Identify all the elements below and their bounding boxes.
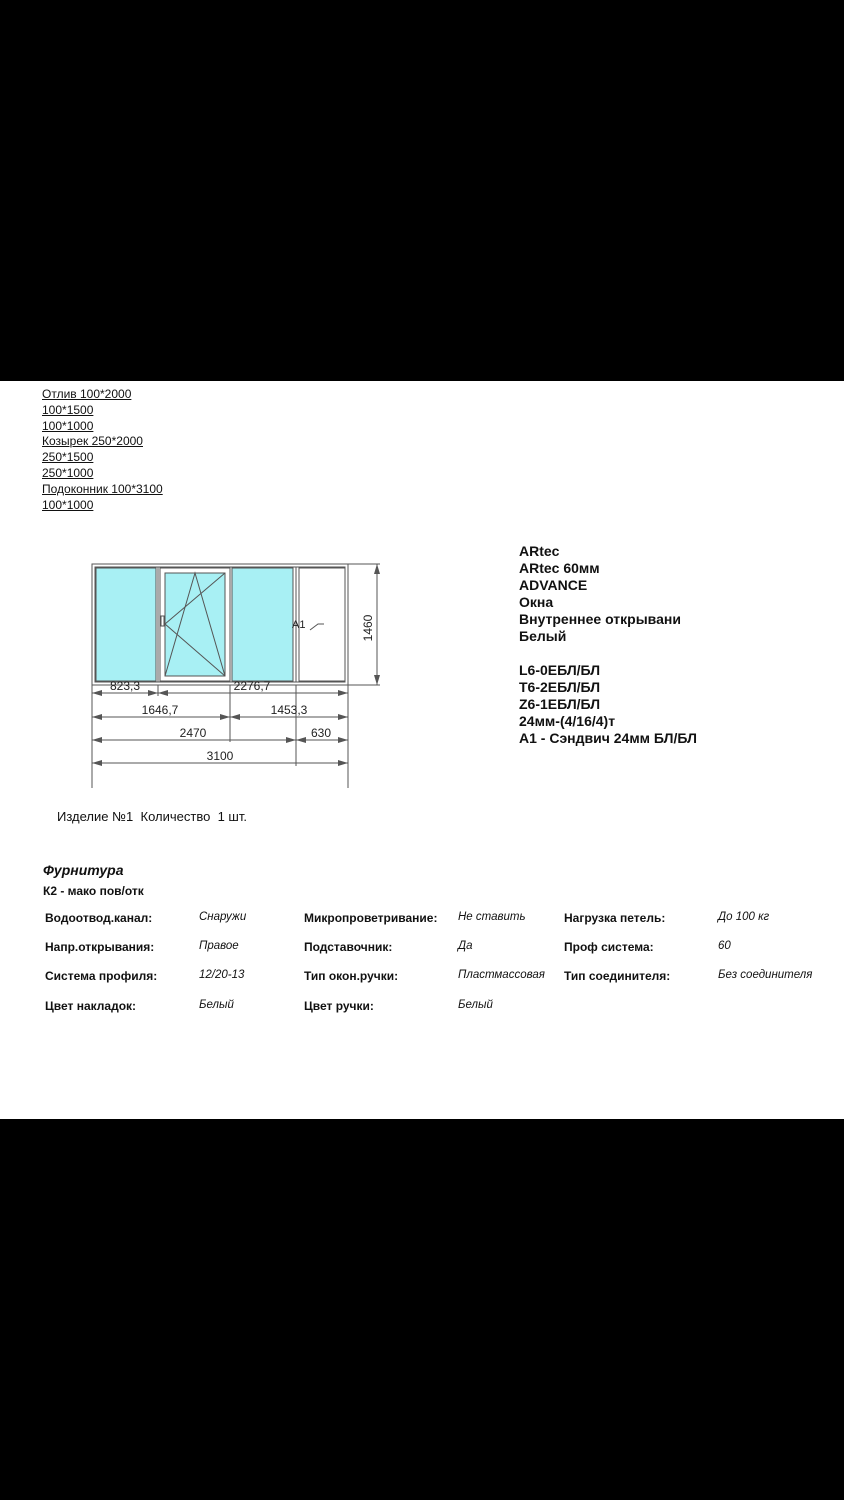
product-spec <box>519 543 697 747</box>
dim-label: 2276,7 <box>233 679 271 693</box>
product-quantity-line <box>57 809 247 824</box>
product-label: Изделие №1 <box>57 809 134 824</box>
panel-label: A1 <box>292 619 306 631</box>
dim-arrow <box>374 675 380 685</box>
prop-label: Водоотвод.канал: <box>45 911 153 925</box>
prop-label: Тип окон.ручки: <box>304 969 399 983</box>
prop-value: Снаружи <box>199 911 247 923</box>
prop-label: Цвет ручки: <box>304 999 374 1013</box>
glass-panel-sash <box>165 573 225 676</box>
spec-line: A1 - Сэндвич 24мм БЛ/БЛ <box>519 730 697 746</box>
dim-arrow <box>220 714 230 720</box>
dim-arrow <box>338 714 348 720</box>
spec-line: 24мм-(4/16/4)т <box>519 713 616 729</box>
glass-panel-center <box>232 568 293 681</box>
accessory-item: 250*1500 <box>42 450 94 465</box>
hardware-subtitle: К2 - мако пов/отк <box>43 884 144 898</box>
dim-label: 1646,7 <box>141 703 179 717</box>
prop-value: Не ставить <box>458 911 526 923</box>
dim-arrow <box>230 714 240 720</box>
dim-arrow <box>338 760 348 766</box>
prop-value: Белый <box>199 999 234 1011</box>
quantity-label: Количество <box>140 809 211 824</box>
spec-line: L6-0ЕБЛ/БЛ <box>519 662 601 678</box>
hardware-title: Фурнитура <box>43 862 124 878</box>
dim-arrow <box>286 737 296 743</box>
spec-line: T6-2ЕБЛ/БЛ <box>519 679 601 695</box>
prop-label: Система профиля: <box>45 969 158 983</box>
dim-label-total: 3100 <box>206 749 234 763</box>
dim-label: 2470 <box>179 726 207 740</box>
glass-panel-left <box>96 568 156 681</box>
document-sheet <box>0 381 844 1119</box>
dim-arrow <box>338 690 348 696</box>
prop-label: Напр.открывания: <box>45 940 155 954</box>
prop-value: Правое <box>199 940 239 952</box>
prop-value: Белый <box>458 999 493 1011</box>
spec-line: ARtec 60мм <box>519 560 600 576</box>
prop-label: Микропроветривание: <box>304 911 438 925</box>
spec-line: Окна <box>519 594 554 610</box>
prop-value: Без соединителя <box>718 969 813 981</box>
accessory-item: 250*1000 <box>42 465 94 480</box>
prop-label: Тип соединителя: <box>564 969 671 983</box>
prop-value: До 100 кг <box>718 911 770 923</box>
quantity-value: 1 шт. <box>217 809 247 824</box>
accessory-item: Подоконник 100*3100 <box>42 481 163 496</box>
accessory-item: Козырек 250*2000 <box>42 434 143 449</box>
prop-value: 60 <box>718 940 731 952</box>
accessory-item: Отлив 100*2000 <box>42 387 132 401</box>
dim-arrow <box>92 737 102 743</box>
prop-value: Пластмассовая <box>458 969 545 981</box>
accessory-item: 100*1500 <box>42 402 94 417</box>
dim-arrow <box>338 737 348 743</box>
dim-arrow <box>92 714 102 720</box>
prop-value: Да <box>458 940 473 952</box>
spec-line: ARtec <box>519 543 560 559</box>
prop-label: Нагрузка петель: <box>564 911 666 925</box>
dim-arrow <box>148 690 158 696</box>
prop-label: Цвет накладок: <box>45 999 137 1013</box>
accessories-list <box>42 387 163 513</box>
accessory-item: 100*1000 <box>42 497 94 512</box>
handle-icon <box>161 616 164 626</box>
prop-value: 12/20-13 <box>199 969 245 981</box>
dim-arrow <box>374 564 380 574</box>
dim-label: 1453,3 <box>270 703 308 717</box>
height-dimension: 1460 <box>361 614 375 642</box>
prop-label: Проф система: <box>564 940 654 954</box>
spec-line: Внутреннее открывани <box>519 611 681 627</box>
dim-arrow <box>296 737 306 743</box>
spec-line: Z6-1ЕБЛ/БЛ <box>519 696 601 712</box>
accessory-item: 100*1000 <box>42 418 94 433</box>
dim-arrow <box>92 760 102 766</box>
window-drawing <box>80 556 390 796</box>
spec-line: Белый <box>519 628 567 644</box>
spec-line: ADVANCE <box>519 577 588 593</box>
dim-arrow <box>92 690 102 696</box>
dim-arrow <box>158 690 168 696</box>
dim-label: 823,3 <box>109 679 141 693</box>
prop-label: Подставочник: <box>304 940 393 954</box>
dim-label: 630 <box>310 726 332 740</box>
